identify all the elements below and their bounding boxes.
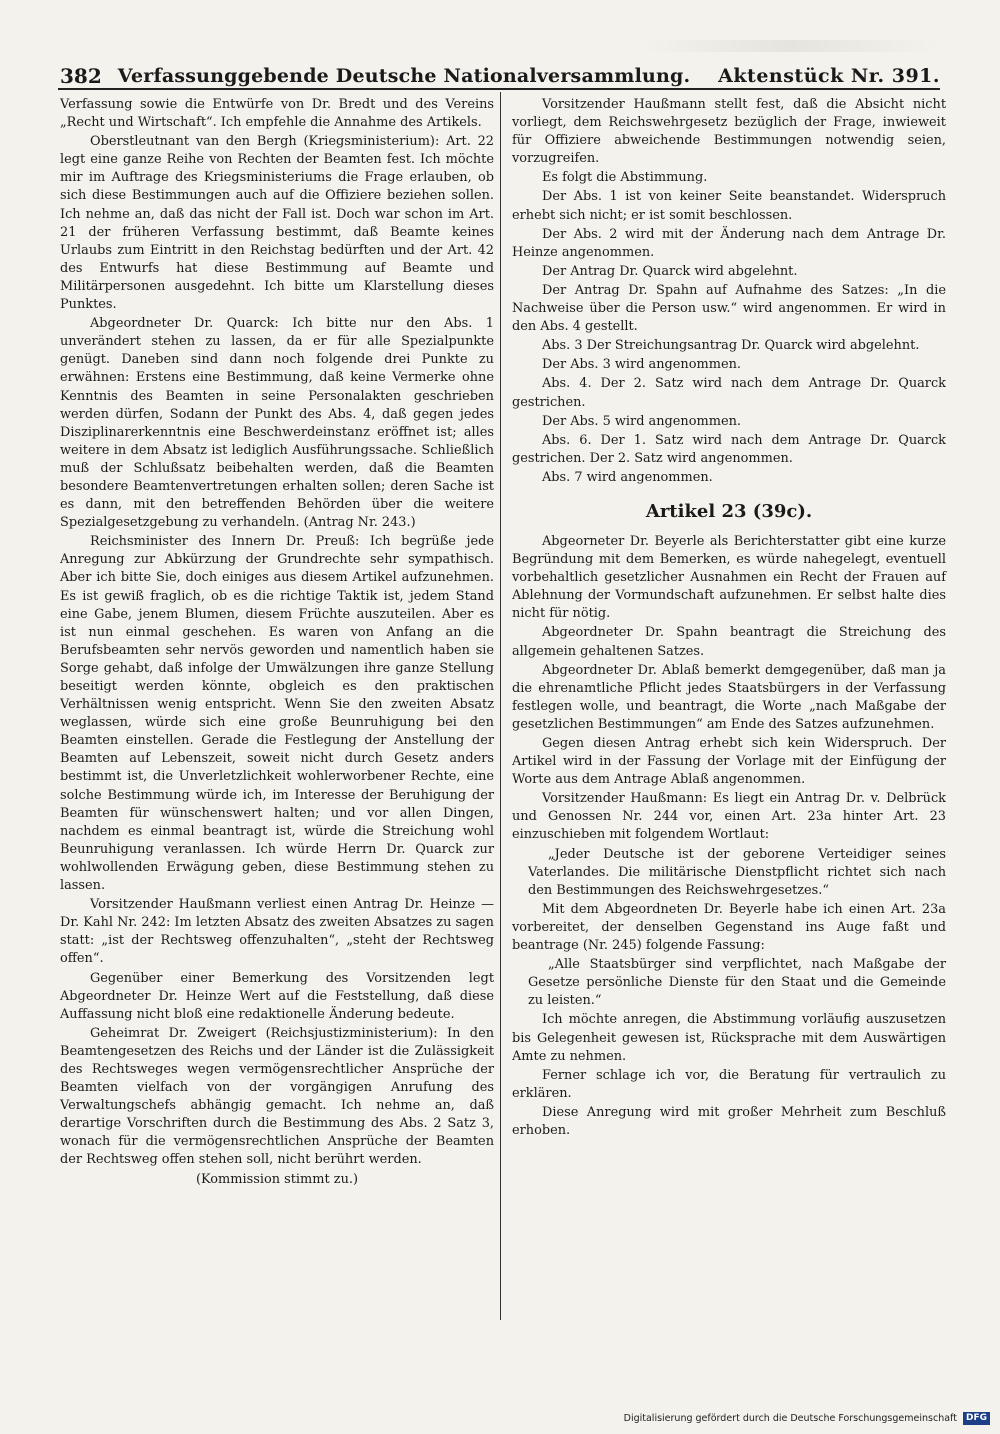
document-number: Aktenstück Nr. 391. (718, 65, 940, 87)
paragraph: Es folgt die Abstimmung. (542, 170, 708, 186)
paragraph: Abs. 4. Der 2. Satz wird nach dem Antrage Dr. Quarck gestrichen. (512, 376, 946, 410)
paragraph: Vorsitzender Haußmann verliest einen Antrag Dr. Heinze — Dr. Kahl Nr. 242: Im letzten Absatz des zweiten Absatzes zu sagen statt: „ist der Rechtsweg offenzuhalten“, „steht der Rechtsweg offen“. (60, 897, 494, 967)
header-rule (58, 88, 940, 90)
paragraph: Der Abs. 1 ist von keiner Seite beanstandet. Widerspruch erhebt sich nicht; er ist somit beschlossen. (512, 189, 946, 223)
paragraph: Der Abs. 5 wird angenommen. (542, 413, 741, 429)
column-divider (500, 92, 501, 1320)
paragraph: Der Abs. 2 wird mit der Änderung nach dem Antrage Dr. Heinze angenommen. (512, 226, 946, 260)
paragraph: Der Antrag Dr. Spahn auf Aufnahme des Satzes: „In die Nachweise über die Person usw.“ wird angenommen. Er wird in den Abs. 4 gestellt. (512, 282, 946, 335)
right-column-votes (512, 96, 946, 487)
left-column (60, 96, 494, 1190)
paragraph: Abgeordneter Dr. Ablaß bemerkt demgegenüber, daß man ja die ehrenamtliche Pflicht jedes Staatsbürgers in der Verfassung festlegen wolle, und beantragt, die Worte „nach Maßgabe der gesetzlichen Bestimmungen“ am Ende des Satzes aufzunehmen. (512, 662, 946, 732)
paragraph: Der Abs. 3 wird angenommen. (542, 357, 741, 373)
paragraph: Vorsitzender Haußmann stellt fest, daß die Absicht nicht vorliegt, dem Reichswehrgesetz bezüglich der Frage, inwieweit für Offiziere abweichende Bestimmungen notwendig seien, vorzugreifen. (512, 97, 946, 167)
page-header (60, 52, 940, 86)
paragraph: Abs. 3 Der Streichungsantrag Dr. Quarck wird abgelehnt. (542, 338, 920, 354)
paragraph: Reichsminister des Innern Dr. Preuß: Ich begrüße jede Anregung zur Abkürzung der Grundrechte sehr sympathisch. Aber ich bitte Sie, doch einiges aus diesem Artikel aufzunehmen. Es ist gewiß fraglich, ob es die richtige Taktik ist, jedem Stand eine Gabe, jenem Blumen, diesem Früchte auszuteilen. Aber es ist nun einmal geschehen. Es waren von Anfang an die Berufsbeamten sehr nervös geworden und namentlich haben sie Sorge gehabt, daß infolge der Umwälzungen ihre ganze Stellung beseitigt werden könnte, obgleich es den praktischen Verhältnissen wenig entspricht. Wenn Sie den zweiten Absatz weglassen, würde sich eine große Beunruhigung bei den Beamten einstellen. Gerade die Festlegung der Anstellung der Beamten auf Lebenszeit, soweit nicht durch Gesetz anders bestimmt ist, die Unverletzlichkeit wohlerworbener Rechte, eine solche Bestimmung würde ich, im Interesse der Beruhigung der Beamten für wünschenswert halten; und vor allen Dingen, nachdem es einmal beantragt ist, würde die Streichung wohl Beunruhigung veranlassen. Ich würde Herrn Dr. Quarck zur wohlwollenden Erwägung geben, diese Bestimmung stehen zu lassen. (60, 534, 494, 894)
paragraph: (Kommission stimmt zu.) (195, 1171, 359, 1187)
paragraph: Vorsitzender Haußmann: Es liegt ein Antrag Dr. v. Delbrück und Genossen Nr. 244 vor, einen Art. 23a hinter Art. 23 einzuschieben mit folgendem Wortlaut: (512, 791, 946, 843)
paragraph: „Alle Staatsbürger sind verpflichtet, nach Maßgabe der Gesetze persönliche Dienste für den Staat und die Gemeinde zu leisten.“ (528, 957, 946, 1009)
paragraph: Abs. 6. Der 1. Satz wird nach dem Antrage Dr. Quarck gestrichen. Der 2. Satz wird angenommen. (512, 432, 946, 466)
paragraph: Ferner schlage ich vor, die Beratung für vertraulich zu erklären. (512, 1067, 946, 1101)
footer (560, 1412, 990, 1426)
paragraph: Mit dem Abgeordneten Dr. Beyerle habe ich einen Art. 23a vorbereitet, der denselben Gegenstand ins Auge faßt und beantrage (Nr. 245) folgende Fassung: (512, 901, 946, 954)
right-column (512, 96, 946, 1141)
article-heading: Artikel 23 (39c). (645, 500, 813, 522)
dfg-logo: DFG (963, 1412, 990, 1425)
scan-smudge (640, 40, 940, 52)
paragraph: „Jeder Deutsche ist der geborene Verteidiger seines Vaterlandes. Die militärische Dienstpflicht richtet sich nach den Bestimmungen des Reichswehrgesetzes.“ (528, 846, 946, 898)
paragraph: Der Antrag Dr. Quarck wird abgelehnt. (542, 263, 798, 279)
paragraph: Ich möchte anregen, die Abstimmung vorläufig auszusetzen bis Gelegenheit gewesen ist, Rücksprache mit dem Auswärtigen Amte zu nehmen. (512, 1012, 946, 1064)
paragraph: Gegenüber einer Bemerkung des Vorsitzenden legt Abgeordneter Dr. Heinze Wert auf die Feststellung, daß diese Auffassung nicht bloß eine redaktionelle Änderung bedeute. (60, 970, 494, 1022)
paragraph: Oberstleutnant van den Bergh (Kriegsministerium): Art. 22 legt eine ganze Reihe von Rechten der Beamten fest. Ich möchte mir im Auftrage des Kriegsministeriums die Frage erlauben, ob sich diese Bestimmungen auch auf die Offiziere beziehen sollen. Ich nehme an, daß das nicht der Fall ist. Doch war schon im Art. 21 der früheren Verfassung bestimmt, daß Beamte keines Urlaubs zum Eintritt in den Reichstag bedürften und der Art. 42 des Entwurfs hat diese Bestimmung auf Beamte und Militärpersonen ausgedehnt. Ich bitte um Klarstellung dieses Punktes. (60, 134, 494, 313)
running-title: Verfassunggebende Deutsche Nationalversammlung. (117, 65, 691, 87)
paragraph: Gegen diesen Antrag erhebt sich kein Widerspruch. Der Artikel wird in der Fassung der Vorlage mit der Einfügung der Worte aus dem Antrage Ablaß angenommen. (512, 736, 946, 788)
right-column-article (512, 533, 946, 1140)
paragraph: Abgeordneter Dr. Quarck: Ich bitte nur den Abs. 1 unverändert stehen zu lassen, da er für alle Spezialpunkte genügt. Daneben sind dann noch folgende drei Punkte zu erwähnen: Erstens eine Bestimmung, daß keine Vermerke ohne Kenntnis des Beamten in seine Personalakten geschrieben werden dürfen, Sodann der Punkt des Abs. 4, daß gegen jedes Disziplinarerkenntnis eine Beschwerdeinstanz eröffnet ist; alles weitere in dem Absatz ist lediglich Ausführungssache. Schließlich muß der Schlußsatz beibehalten werden, daß die Beamten besondere Beamtenvertretungen erhalten sollen; deren Sache ist es dann, mit den betreffenden Behörden über die weitere Spezialgesetzgebung zu verhandeln. (Antrag Nr. 243.) (60, 316, 494, 531)
paragraph: Abgeordneter Dr. Spahn beantragt die Streichung des allgemein gehaltenen Satzes. (512, 625, 946, 659)
page-number: 382 (60, 64, 102, 88)
paragraph: Abgeorneter Dr. Beyerle als Berichterstatter gibt eine kurze Begründung mit dem Bemerken, es würde nahegelegt, eventuell vorbehaltlich gesetzlicher Ausnahmen ein Recht der Frauen auf Ablehnung der Vormundschaft aufzunehmen. Er selbst halte dies nicht für nötig. (512, 533, 946, 622)
paragraph: Verfassung sowie die Entwürfe von Dr. Bredt und des Vereins „Recht und Wirtschaft“. Ich empfehle die Annahme des Artikels. (60, 97, 494, 131)
footer-credit: Digitalisierung gefördert durch die Deutsche Forschungsgemeinschaft (623, 1413, 957, 1424)
paragraph: Geheimrat Dr. Zweigert (Reichsjustizministerium): In den Beamtengesetzen des Reichs und der Länder ist die Zulässigkeit des Rechtsweges wegen vermögensrechtlicher Ansprüche der Beamten vielfach von der vorgängigen Anrufung des Verwaltungschefs abhängig gemacht. Ich nehme an, daß derartige Vorschriften durch die Bestimmung des Abs. 2 Satz 3, wonach für die vermögensrechtlichen Ansprüche der Beamten der Rechtsweg offen stehen soll, nicht berührt werden. (60, 1025, 494, 1168)
paragraph: Diese Anregung wird mit großer Mehrheit zum Beschluß erhoben. (512, 1104, 946, 1138)
paragraph: Abs. 7 wird angenommen. (542, 469, 713, 485)
